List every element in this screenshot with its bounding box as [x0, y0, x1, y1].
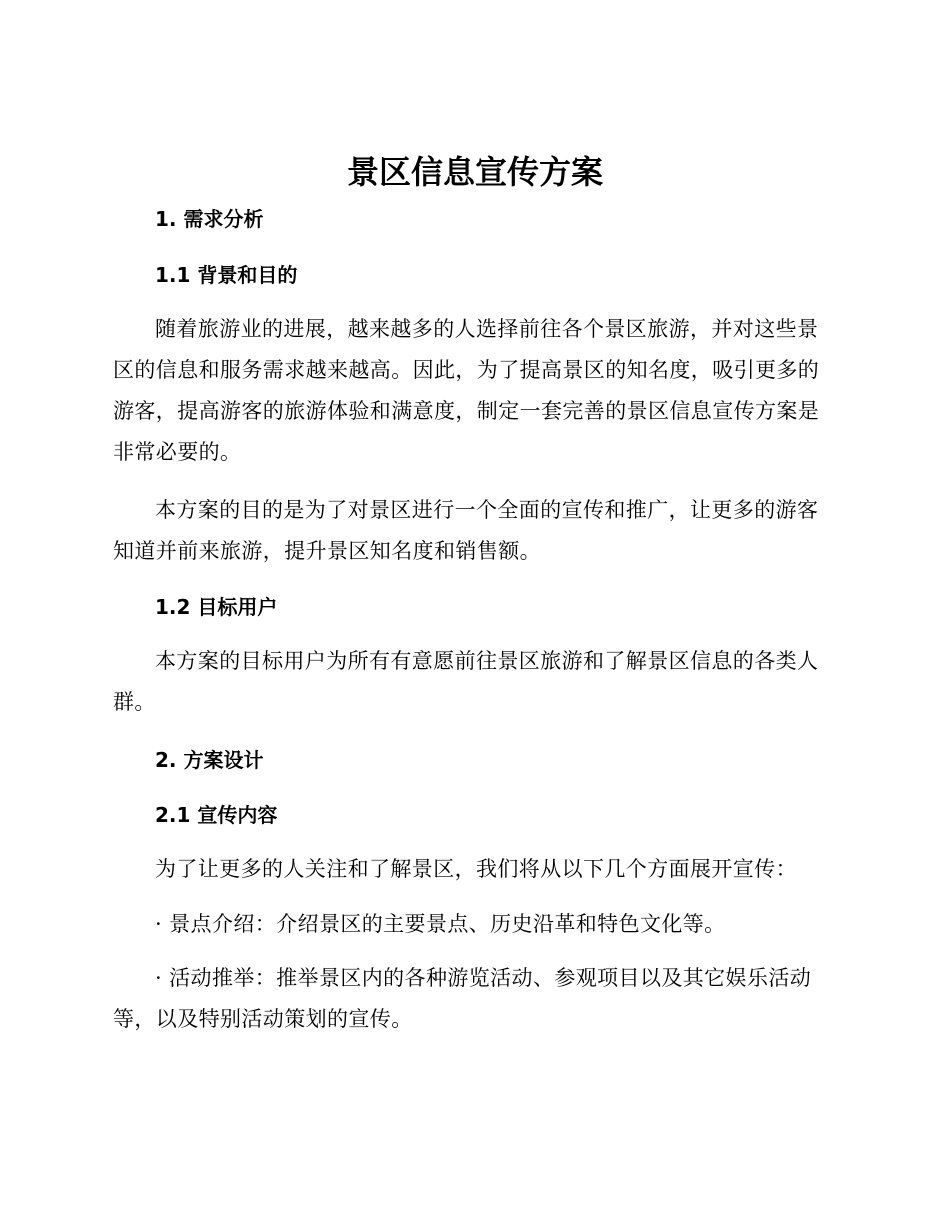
heading-promo-content: 2.1 宣传内容 [155, 803, 278, 827]
paragraph-line: 区的信息和服务需求越来越高。因此，为了提高景区的知名度，吸引更多的 [113, 358, 820, 382]
paragraph-background [113, 309, 833, 473]
paragraph-line: 本方案的目标用户为所有有意愿前往景区旅游和了解景区信息的各类人 [155, 649, 819, 673]
paragraph-line: 非常必要的。 [113, 440, 242, 464]
paragraph-line: 知道并前来旅游，提升景区知名度和销售额。 [113, 539, 541, 563]
bullet-scenic-intro [113, 904, 833, 945]
heading-plan-design: 2. 方案设计 [155, 748, 264, 772]
paragraph-target-users [113, 641, 833, 723]
document-title: 景区信息宣传方案 [346, 153, 603, 191]
heading-target-users: 1.2 目标用户 [155, 595, 278, 619]
bullet-line: · 活动推举：推举景区内的各种游览活动、参观项目以及其它娱乐活动 [155, 966, 812, 990]
bullet-line: · 景点介绍：介绍景区的主要景点、历史沿革和特色文化等。 [155, 912, 726, 936]
bullet-line: 等，以及特别活动策划的宣传。 [113, 1007, 413, 1031]
paragraph-line: 群。 [113, 690, 156, 714]
paragraph-promo-intro [113, 849, 833, 890]
paragraph-line: 本方案的目的是为了对景区进行一个全面的宣传和推广，让更多的游客 [155, 498, 819, 522]
bullet-activities [113, 958, 833, 1040]
paragraph-line: 游客，提高游客的旅游体验和满意度，制定一套完善的景区信息宣传方案是 [113, 399, 820, 423]
paragraph-line: 为了让更多的人关注和了解景区，我们将从以下几个方面展开宣传： [155, 857, 797, 881]
paragraph-line: 随着旅游业的进展，越来越多的人选择前往各个景区旅游，并对这些景 [155, 317, 819, 341]
paragraph-purpose [113, 490, 833, 572]
heading-background-purpose: 1.1 背景和目的 [155, 263, 298, 287]
heading-demand-analysis: 1. 需求分析 [155, 207, 264, 231]
